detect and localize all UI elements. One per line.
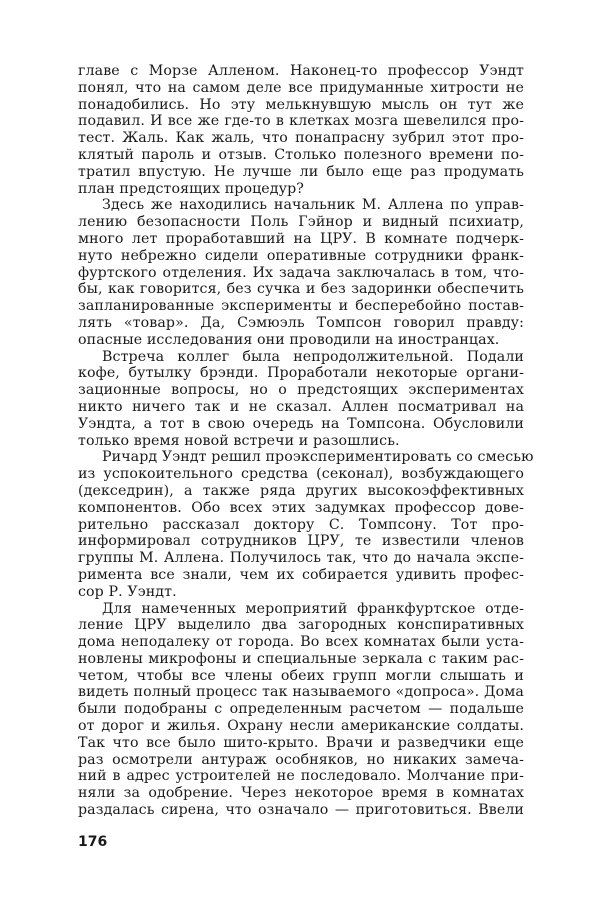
text-line: видеть полный процесс так называемого «допроса». Дома <box>78 684 524 701</box>
text-line: Ричард Уэндт решил проэкспериментировать со смесью <box>102 449 534 466</box>
text-line: тест. Жаль. Как жаль, что понапрасну зубрил этот про- <box>78 130 524 147</box>
text-line: опасные исследования они проводили на иностранцах. <box>78 331 500 348</box>
page-body <box>78 63 534 819</box>
text-line: никто ничего так и не сказал. Аллен посматривал на <box>78 398 524 415</box>
text-line: четом, чтобы все члены обеих групп могли слышать и <box>78 667 524 684</box>
text-line: клятый пароль и отзыв. Столько полезного времени по- <box>78 146 524 163</box>
text-line: информировал сотрудников ЦРУ, те известили членов <box>78 533 524 550</box>
text-line: сор Р. Уэндт. <box>78 583 177 600</box>
text-line: лять «товар». Да, Сэмюэль Томпсон говорил правду: <box>78 314 524 331</box>
text-line: много лет проработавший на ЦРУ. В комнате подчерк- <box>78 230 524 247</box>
text-line: римента все знали, чем их собирается удивить профес- <box>78 566 524 583</box>
text-line: компонентов. Обо всех этих задумках профессор дове- <box>78 499 524 516</box>
paragraph <box>78 197 524 348</box>
text-line: фуртского отделения. Их задача заключалась в том, что- <box>78 264 524 281</box>
text-line: понял, что на самом деле все придуманные хитрости не <box>78 79 524 96</box>
text-line: зационные вопросы, но о предстоящих экспериментах <box>78 382 524 399</box>
text-line: нуто небрежно сидели оперативные сотрудники франк- <box>78 247 524 264</box>
text-line: новлены микрофоны и специальные зеркала с таким рас- <box>78 650 524 667</box>
text-line: ление ЦРУ выделило два загородных конспиративных <box>78 617 524 634</box>
text-line: понадобились. Но эту мелькнувшую мысль он тут же <box>78 96 524 113</box>
text-line: кофе, бутылку брэнди. Проработали некоторые органи- <box>78 365 524 382</box>
text-line: Встреча коллег была непродолжительной. Подали <box>102 348 524 365</box>
text-line: тратил впустую. Не лучше ли было еще раз продумать <box>78 163 524 180</box>
paragraph <box>78 601 524 819</box>
text-line: были подобраны с определенным расчетом — подальше <box>78 701 524 718</box>
text-line: (декседрин), а также ряда других высокоэффективных <box>78 482 524 499</box>
text-line: из успокоительного средства (секонал), возбуждающего <box>78 466 524 483</box>
paragraph <box>78 349 524 450</box>
text-line: Так что все было шито-крыто. Врачи и разведчики еще <box>78 734 524 751</box>
text-line: запланированные эксперименты и бесперебойно постав- <box>78 298 524 315</box>
text-line: бы, как говорится, без сучка и без задоринки обеспечить <box>78 281 524 298</box>
text-line: лению безопасности Поль Гэйнор и видный психиатр, <box>78 214 524 231</box>
text-line: группы М. Аллена. Получилось так, что до начала экспе- <box>78 550 524 567</box>
text-line: дома неподалеку от города. Во всех комнатах были уста- <box>78 634 524 651</box>
text-line: Для намеченных мероприятий франкфуртское отде- <box>102 600 524 617</box>
text-line: главе с Морзе Алленом. Наконец-то профессор Уэндт <box>78 63 524 79</box>
text-line: Уэндта, а тот в свою очередь на Томпсона. Обусловили <box>78 415 524 432</box>
page-number: 176 <box>78 834 108 850</box>
text-line: подавил. И все же где-то в клетках мозга шевелился про- <box>78 113 524 130</box>
text-line: Здесь же находились начальник М. Аллена по управ- <box>102 197 524 214</box>
text-line: раз осмотрели антураж особняков, но никаких замеча- <box>78 751 524 768</box>
text-line: план предстоящих процедур? <box>78 180 304 197</box>
text-line: рительно рассказал доктору С. Томпсону. Тот про- <box>78 516 524 533</box>
text-line: только время новой встречи и разошлись. <box>78 432 400 449</box>
text-line: няли за одобрение. Через некоторое время в комнатах <box>78 785 524 802</box>
text-line: от дорог и жилья. Охрану несли американские солдаты. <box>78 718 524 735</box>
text-line: раздалась сирена, что означало — приготовиться. Ввели <box>78 802 524 819</box>
paragraph <box>78 63 524 197</box>
paragraph <box>78 449 534 600</box>
text-line: ний в адрес устроителей не последовало. Молчание при- <box>78 768 524 785</box>
